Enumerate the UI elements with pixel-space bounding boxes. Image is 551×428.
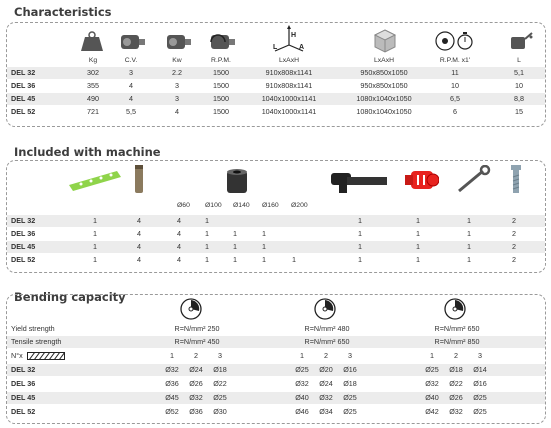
- included-cell: 1: [358, 255, 362, 264]
- included-cell: 4: [177, 242, 181, 251]
- included-cell: 2: [512, 255, 516, 264]
- tensile-value-3: 850: [467, 337, 480, 346]
- model-label: DEL 52: [11, 107, 36, 116]
- included-row: [7, 228, 545, 240]
- included-cell: 1: [467, 242, 471, 251]
- included-cell: 1: [233, 229, 237, 238]
- model-label: DEL 36: [11, 379, 36, 388]
- model-label: DEL 52: [11, 407, 36, 416]
- bending-cell: Ø22: [213, 379, 227, 388]
- included-cell: 1: [358, 242, 362, 251]
- characteristics-row: [7, 67, 545, 79]
- bending-cell: Ø30: [213, 407, 227, 416]
- characteristics-cell: 1500: [213, 81, 229, 90]
- characteristics-cell: 1080x1040x1050: [356, 94, 412, 103]
- characteristics-cell: 8,8: [514, 94, 524, 103]
- characteristics-cell: 15: [515, 107, 523, 116]
- diameter-140: Ø140: [233, 202, 250, 209]
- count-cell: 2: [454, 351, 458, 360]
- bending-cell: Ø20: [319, 365, 333, 374]
- included-cell: 1: [416, 229, 420, 238]
- bending-cell: Ø22: [449, 379, 463, 388]
- count-cell: 3: [218, 351, 222, 360]
- yield-unit-1: R=N/mm²: [174, 324, 206, 333]
- bending-cell: Ø25: [213, 393, 227, 402]
- bending-title: Bending capacity: [14, 290, 126, 304]
- header-rpm-x1: R.P.M. x1': [439, 57, 471, 64]
- bending-row: [7, 364, 545, 376]
- characteristics-cell: 5,5: [126, 107, 136, 116]
- characteristics-cell: 4: [175, 107, 179, 116]
- included-cell: 1: [467, 229, 471, 238]
- included-cell: 1: [93, 229, 97, 238]
- included-row: [7, 215, 545, 227]
- green-rack-icon: [67, 167, 123, 193]
- characteristics-cell: 3: [175, 81, 179, 90]
- bending-cell: Ø14: [473, 365, 487, 374]
- included-cell: 1: [358, 216, 362, 225]
- svg-text:H: H: [291, 32, 297, 39]
- included-cell: 1: [205, 242, 209, 251]
- motor-rpm-icon: [207, 31, 237, 53]
- characteristics-cell: 4: [129, 94, 133, 103]
- header-litres: L: [517, 57, 521, 64]
- header-kw: Kw: [172, 57, 182, 64]
- included-title: Included with machine: [14, 145, 161, 159]
- included-row: [7, 241, 545, 253]
- characteristics-cell: 3: [175, 94, 179, 103]
- count-cell: 3: [478, 351, 482, 360]
- count-row: [7, 350, 545, 362]
- characteristics-cell: 6,5: [450, 94, 460, 103]
- characteristics-cell: 950x850x1050: [360, 81, 408, 90]
- characteristics-cell: 5,1: [514, 68, 524, 77]
- power-plug-icon: [403, 165, 439, 195]
- characteristics-cell: 10: [451, 81, 459, 90]
- bending-cell: Ø18: [449, 365, 463, 374]
- bending-cell: Ø25: [343, 407, 357, 416]
- bending-cell: Ø40: [425, 393, 439, 402]
- bending-cell: Ø18: [213, 365, 227, 374]
- tensile-value-2: 650: [337, 337, 350, 346]
- characteristics-row: [7, 80, 545, 92]
- count-cell: 1: [170, 351, 174, 360]
- bending-cell: Ø34: [319, 407, 333, 416]
- bending-cell: Ø25: [473, 407, 487, 416]
- hatched-bar-icon: [27, 352, 65, 360]
- included-cell: 4: [137, 242, 141, 251]
- bending-cell: Ø40: [295, 393, 309, 402]
- characteristics-cell: 1500: [213, 107, 229, 116]
- tensile-row: [7, 336, 545, 348]
- included-cell: 1: [416, 216, 420, 225]
- dimensions-icon: [271, 25, 307, 53]
- model-label: DEL 45: [11, 393, 36, 402]
- bending-cell: Ø32: [449, 407, 463, 416]
- included-cell: 1: [262, 229, 266, 238]
- bending-cell: Ø24: [189, 365, 203, 374]
- bending-cell: Ø36: [165, 379, 179, 388]
- header-package-dimensions: LxAxH: [373, 57, 395, 64]
- bending-row: [7, 378, 545, 390]
- included-cell: 2: [512, 242, 516, 251]
- motor-kw-icon: [163, 31, 193, 53]
- characteristics-cell: 355: [87, 81, 99, 90]
- bending-cell: Ø26: [449, 393, 463, 402]
- included-cell: 4: [137, 255, 141, 264]
- yield-row: [7, 323, 545, 335]
- header-machine-dimensions: LxAxH: [278, 57, 300, 64]
- included-cell: 4: [177, 229, 181, 238]
- included-cell: 4: [177, 216, 181, 225]
- model-label: DEL 32: [11, 68, 36, 77]
- bending-dial-icon-2: [313, 297, 337, 321]
- bending-cell: Ø32: [425, 379, 439, 388]
- yield-unit-3: R=N/mm²: [434, 324, 466, 333]
- included-cell: 1: [416, 255, 420, 264]
- weight-icon: [79, 31, 105, 53]
- included-cell: 4: [137, 229, 141, 238]
- characteristics-cell: 721: [87, 107, 99, 116]
- bending-cell: Ø32: [165, 365, 179, 374]
- characteristics-title: Characteristics: [14, 5, 112, 19]
- bending-cell: Ø16: [343, 365, 357, 374]
- bending-cell: Ø42: [425, 407, 439, 416]
- count-cell: 1: [300, 351, 304, 360]
- included-cell: 2: [512, 216, 516, 225]
- included-cell: 1: [467, 255, 471, 264]
- bending-row: [7, 406, 545, 418]
- characteristics-cell: 2.2: [172, 68, 182, 77]
- included-cell: 1: [93, 216, 97, 225]
- included-cell: 1: [205, 255, 209, 264]
- included-cell: 1: [416, 242, 420, 251]
- count-cell: 1: [430, 351, 434, 360]
- characteristics-cell: 490: [87, 94, 99, 103]
- included-cell: 4: [137, 216, 141, 225]
- diameter-100: Ø100: [205, 202, 222, 209]
- model-label: DEL 45: [11, 242, 36, 251]
- included-cell: 1: [467, 216, 471, 225]
- characteristics-cell: 910x808x1141: [265, 68, 313, 77]
- bending-cell: Ø25: [425, 365, 439, 374]
- included-cell: 1: [93, 242, 97, 251]
- yield-value-3: 650: [467, 324, 480, 333]
- count-cell: 3: [348, 351, 352, 360]
- included-cell: 1: [358, 229, 362, 238]
- bending-cell: Ø18: [343, 379, 357, 388]
- bending-panel: [6, 294, 546, 424]
- diameter-160: Ø160: [262, 202, 279, 209]
- header-cv: C.V.: [124, 57, 138, 64]
- characteristics-cell: 6: [453, 107, 457, 116]
- count-cell: 2: [194, 351, 198, 360]
- characteristics-row: [7, 93, 545, 105]
- count-cell: 2: [324, 351, 328, 360]
- pedal-icon: [329, 165, 389, 195]
- pin-icon: [132, 163, 146, 195]
- characteristics-cell: 1040x1000x1141: [261, 107, 317, 116]
- yield-unit-2: R=N/mm²: [304, 324, 336, 333]
- characteristics-cell: 11: [451, 68, 459, 77]
- bending-cell: Ø36: [189, 407, 203, 416]
- characteristics-cell: 910x808x1141: [265, 81, 313, 90]
- included-cell: 1: [205, 216, 209, 225]
- rpm-timer-icon: [435, 29, 475, 53]
- characteristics-cell: 1500: [213, 68, 229, 77]
- characteristics-cell: 4: [129, 81, 133, 90]
- bending-cell: Ø32: [319, 393, 333, 402]
- included-cell: 4: [177, 255, 181, 264]
- model-label: DEL 36: [11, 81, 36, 90]
- characteristics-cell: 302: [87, 68, 99, 77]
- characteristics-cell: 1040x1000x1141: [261, 94, 317, 103]
- bending-cell: Ø25: [473, 393, 487, 402]
- bending-cell: Ø52: [165, 407, 179, 416]
- bending-cell: Ø25: [295, 365, 309, 374]
- wrench-icon: [453, 165, 491, 195]
- bending-cell: Ø32: [295, 379, 309, 388]
- characteristics-cell: 950x850x1050: [360, 68, 408, 77]
- included-cell: 1: [292, 255, 296, 264]
- tensile-unit-1: R=N/mm²: [174, 337, 206, 346]
- included-cell: 1: [262, 242, 266, 251]
- model-label: DEL 52: [11, 255, 36, 264]
- bending-cell: Ø25: [343, 393, 357, 402]
- bending-cell: Ø16: [473, 379, 487, 388]
- characteristics-cell: 3: [129, 68, 133, 77]
- model-label: DEL 36: [11, 229, 36, 238]
- yield-value-2: 480: [337, 324, 350, 333]
- characteristics-cell: 1080x1040x1050: [356, 107, 412, 116]
- oil-can-icon: [505, 29, 533, 53]
- bending-cell: Ø26: [189, 379, 203, 388]
- header-rpm: R.P.M.: [211, 57, 231, 64]
- included-row: [7, 254, 545, 266]
- count-label: N°x: [11, 351, 23, 360]
- included-cell: 2: [512, 229, 516, 238]
- tensile-unit-3: R=N/mm²: [434, 337, 466, 346]
- bending-dial-icon-3: [443, 297, 467, 321]
- bending-cell: Ø45: [165, 393, 179, 402]
- characteristics-cell: 1500: [213, 94, 229, 103]
- included-cell: 1: [93, 255, 97, 264]
- bending-dial-icon-1: [179, 297, 203, 321]
- yield-label: Yield strength: [11, 324, 55, 333]
- svg-text:A: A: [299, 44, 305, 51]
- included-cell: 1: [233, 255, 237, 264]
- motor-cv-icon: [117, 31, 147, 53]
- diameter-60: Ø60: [177, 202, 190, 209]
- model-label: DEL 32: [11, 216, 36, 225]
- model-label: DEL 45: [11, 94, 36, 103]
- model-label: DEL 32: [11, 365, 36, 374]
- characteristics-row: [7, 106, 545, 118]
- included-cell: 1: [205, 229, 209, 238]
- tensile-label: Tensile strength: [11, 337, 62, 346]
- tensile-value-1: 450: [207, 337, 220, 346]
- included-panel: [6, 160, 546, 273]
- bending-cell: Ø32: [189, 393, 203, 402]
- yield-value-1: 250: [207, 324, 220, 333]
- bending-cell: Ø46: [295, 407, 309, 416]
- characteristics-panel: [6, 22, 546, 127]
- bending-cell: Ø24: [319, 379, 333, 388]
- package-box-icon: [371, 27, 397, 53]
- svg-text:L: L: [273, 44, 278, 51]
- roller-icon: [225, 167, 249, 195]
- tensile-unit-2: R=N/mm²: [304, 337, 336, 346]
- diameter-200: Ø200: [291, 202, 308, 209]
- bolt-icon: [509, 163, 523, 195]
- included-cell: 1: [262, 255, 266, 264]
- header-kg: Kg: [88, 57, 98, 64]
- bending-row: [7, 392, 545, 404]
- characteristics-cell: 10: [515, 81, 523, 90]
- included-cell: 1: [233, 242, 237, 251]
